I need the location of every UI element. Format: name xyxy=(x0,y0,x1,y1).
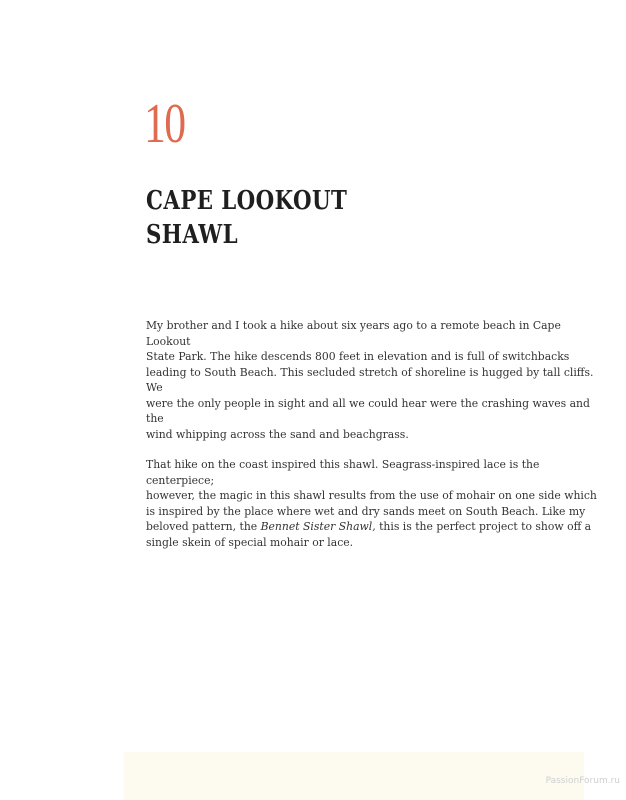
title-line-2: SHAWL xyxy=(146,220,239,250)
paragraph-2 xyxy=(146,457,606,550)
intro-text xyxy=(146,318,606,565)
paragraph-1: My brother and I took a hike about six years ago to a remote beach in Cape Lookout State Park. The hike descends 800 feet in elevation and is full of switchbacks leading to South Beach. This secluded stretch of shoreline is hugged by tall cliffs. We were the only people in sight and all we could hear were the crashing waves and the wind whipping across the sand and beachgrass. xyxy=(146,319,594,441)
title-line-1: CAPE LOOKOUT xyxy=(146,186,348,216)
watermark: PassionForum.ru xyxy=(545,776,620,786)
bottom-band xyxy=(124,752,584,800)
paragraph-2-end: this is the perfect project to show off a single skein of special mohair or lace. xyxy=(146,520,592,549)
chapter-number: 10 xyxy=(144,93,185,155)
pattern-name: Bennet Sister Shawl, xyxy=(260,520,376,533)
paragraph-2-start: That hike on the coast inspired this shawl. Seagrass-inspired lace is the centerpiece; however, the magic in this shawl results from the use of mohair on one side which is inspired by the place where wet and dry sands meet on South Beach. Like my beloved pattern, the xyxy=(146,458,597,533)
page-title xyxy=(146,184,347,252)
